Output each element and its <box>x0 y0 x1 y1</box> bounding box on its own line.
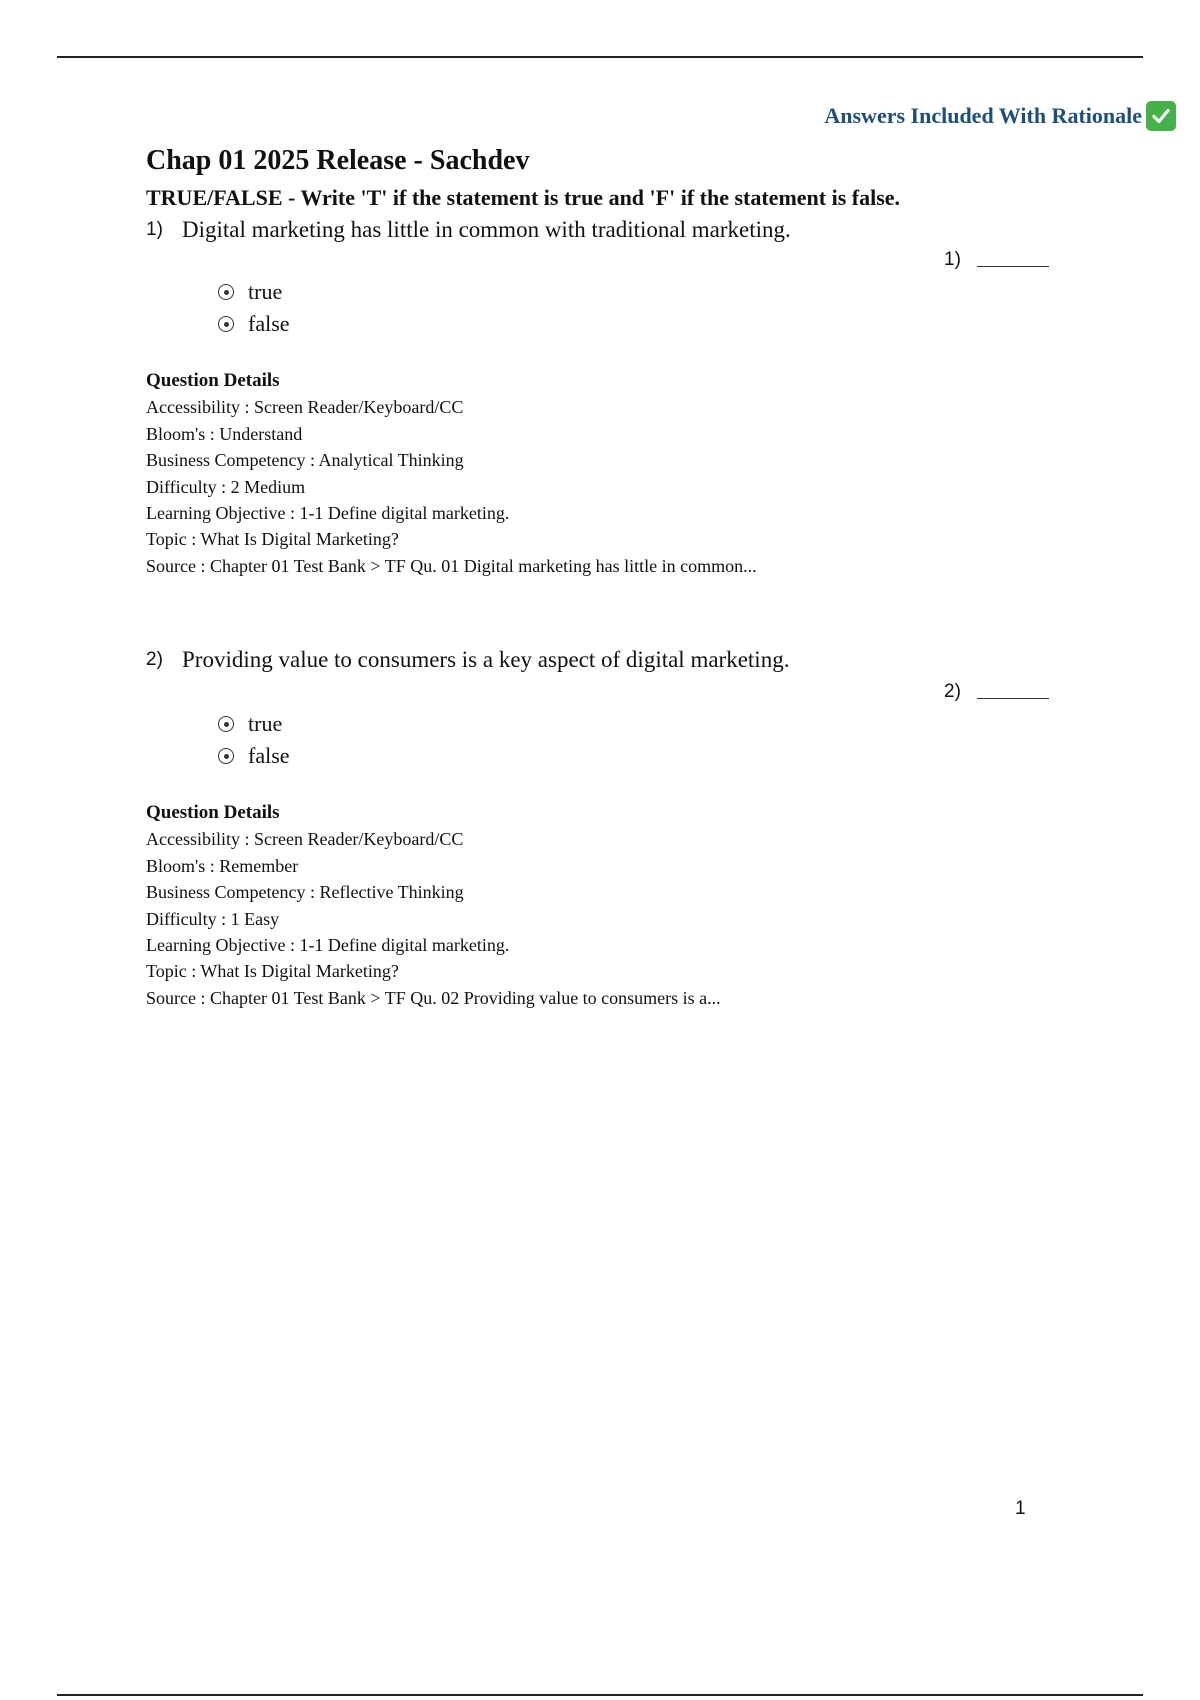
answer-number: 1) <box>944 249 961 270</box>
question-text: Providing value to consumers is a key aspect of digital marketing. <box>182 647 790 672</box>
page-number: 1 <box>1015 1498 1026 1519</box>
detail-business-competency: Business Competency : Reflective Thinking <box>146 882 464 903</box>
detail-accessibility: Accessibility : Screen Reader/Keyboard/CC <box>146 397 464 418</box>
option-false[interactable] <box>218 311 290 337</box>
radio-icon[interactable] <box>218 316 234 332</box>
option-label: true <box>248 279 283 304</box>
radio-icon[interactable] <box>218 284 234 300</box>
detail-source: Source : Chapter 01 Test Bank > TF Qu. 01 Digital marketing has little in common... <box>146 555 757 576</box>
detail-topic: Topic : What Is Digital Marketing? <box>146 529 399 550</box>
option-true[interactable] <box>218 279 282 305</box>
detail-learning-objective: Learning Objective : 1-1 Define digital marketing. <box>146 503 510 524</box>
answer-blank[interactable] <box>977 698 1049 699</box>
radio-icon[interactable] <box>218 716 234 732</box>
details-heading: Question Details <box>146 802 280 823</box>
option-true[interactable] <box>218 711 282 737</box>
badge-text: Answers Included With Rationale <box>824 103 1142 128</box>
detail-source: Source : Chapter 01 Test Bank > TF Qu. 02 Providing value to consumers is a... <box>146 987 721 1008</box>
detail-blooms: Bloom's : Remember <box>146 855 299 876</box>
bottom-rule <box>57 1694 1143 1696</box>
question-text: Digital marketing has little in common with traditional marketing. <box>182 217 791 242</box>
answer-slot <box>944 249 1049 271</box>
question-details <box>146 368 757 579</box>
detail-blooms: Bloom's : Understand <box>146 423 303 444</box>
detail-difficulty: Difficulty : 2 Medium <box>146 476 306 497</box>
question-number: 2) <box>146 649 163 670</box>
detail-learning-objective: Learning Objective : 1-1 Define digital marketing. <box>146 935 510 956</box>
option-label: false <box>248 743 290 768</box>
answers-badge <box>824 101 1176 131</box>
answer-blank[interactable] <box>977 266 1049 267</box>
option-false[interactable] <box>218 743 290 769</box>
section-instruction: TRUE/FALSE - Write 'T' if the statement is true and 'F' if the statement is false. <box>146 185 901 210</box>
option-label: true <box>248 711 283 736</box>
details-heading: Question Details <box>146 370 280 391</box>
radio-icon[interactable] <box>218 748 234 764</box>
detail-accessibility: Accessibility : Screen Reader/Keyboard/CC <box>146 829 464 850</box>
answer-number: 2) <box>944 681 961 702</box>
document-title: Chap 01 2025 Release - Sachdev <box>146 145 530 176</box>
check-mark-icon <box>1146 101 1176 131</box>
answer-slot <box>944 681 1049 703</box>
question-details <box>146 800 721 1011</box>
detail-business-competency: Business Competency : Analytical Thinking <box>146 450 464 471</box>
detail-topic: Topic : What Is Digital Marketing? <box>146 961 399 982</box>
question-number: 1) <box>146 219 163 240</box>
top-rule <box>57 56 1143 58</box>
detail-difficulty: Difficulty : 1 Easy <box>146 908 280 929</box>
option-label: false <box>248 311 290 336</box>
